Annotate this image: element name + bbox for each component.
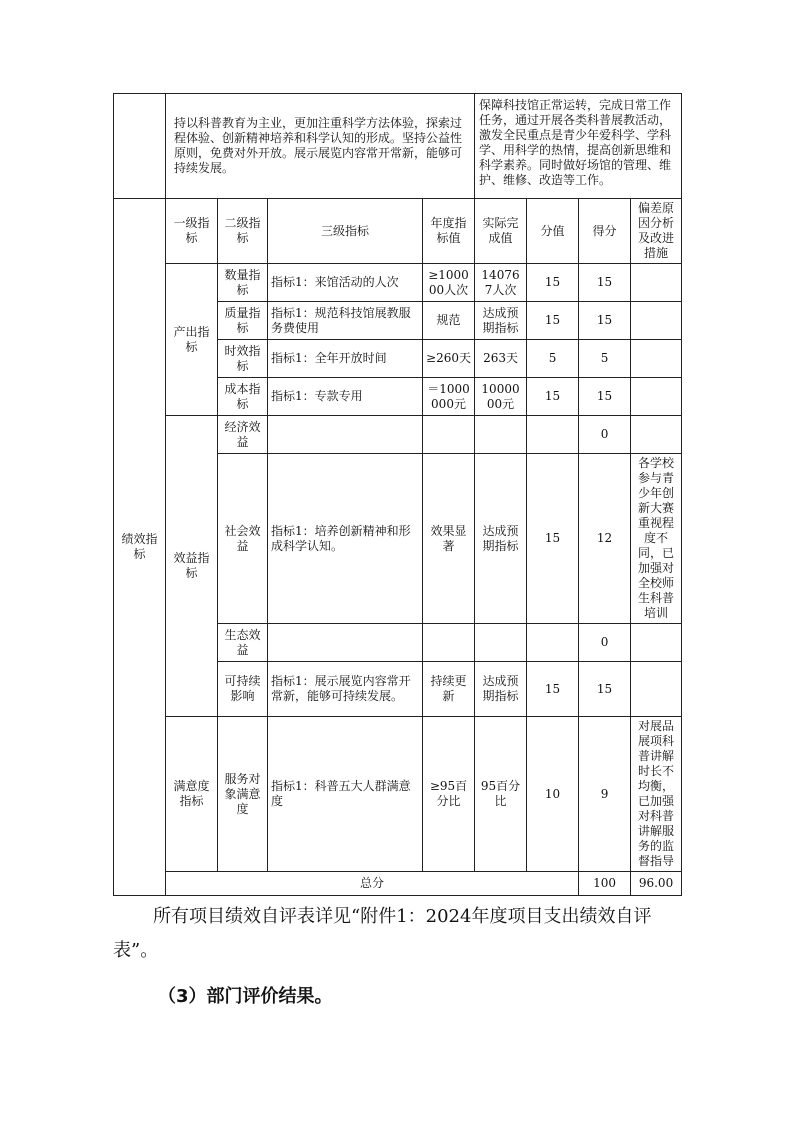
cell-level3: 指标1：科普五大人群满意度 [268,717,423,872]
cell-annual [423,416,475,454]
cell-level2: 数量指标 [218,264,268,302]
side-label-performance: 绩效指标 [114,199,166,896]
cell-level2: 社会效益 [218,454,268,624]
intro-blank-cell [114,94,166,199]
cell-annual [423,624,475,662]
cell-deviation: 各学校参与青少年创新大赛重视程度不同，已加强对全校师生科普培训 [631,454,682,624]
cell-level2: 可持续影响 [218,662,268,717]
cell-deviation [631,662,682,717]
intro-row [114,94,682,199]
cell-value: 15 [527,302,579,340]
cell-value: 5 [527,340,579,378]
cell-level3: 指标1：展示展览内容常开常新，能够可持续发展。 [268,662,423,717]
header-row [114,199,682,264]
cell-score: 9 [579,717,631,872]
cell-actual: 1000000元 [475,378,527,416]
cell-annual: 效果显著 [423,454,475,624]
cell-score: 15 [579,378,631,416]
cell-annual: ＝1000000元 [423,378,475,416]
cell-level2: 时效指标 [218,340,268,378]
cell-score: 0 [579,416,631,454]
header-level3: 三级指标 [268,199,423,264]
cell-score: 15 [579,302,631,340]
group-output: 产出指标 [166,264,218,416]
cell-value [527,624,579,662]
cell-score: 15 [579,662,631,717]
group-satisfaction: 满意度指标 [166,717,218,872]
total-label: 总分 [166,872,579,896]
cell-deviation [631,416,682,454]
cell-level2: 成本指标 [218,378,268,416]
cell-level3: 指标1：专款专用 [268,378,423,416]
cell-deviation [631,378,682,416]
table-row [114,416,682,454]
cell-annual: ≥95百分比 [423,717,475,872]
cell-deviation [631,624,682,662]
cell-deviation [631,264,682,302]
performance-table [113,93,682,896]
cell-score: 0 [579,624,631,662]
table-row [114,264,682,302]
cell-value [527,416,579,454]
cell-level3: 指标1：来馆活动的人次 [268,264,423,302]
cell-actual [475,624,527,662]
cell-annual: 持续更新 [423,662,475,717]
table-row [114,717,682,872]
cell-value: 15 [527,264,579,302]
cell-actual [475,416,527,454]
cell-value: 15 [527,454,579,624]
header-score-got: 得分 [579,199,631,264]
cell-annual: 规范 [423,302,475,340]
cell-score: 5 [579,340,631,378]
cell-level3: 指标1：全年开放时间 [268,340,423,378]
cell-value: 15 [527,378,579,416]
cell-level3 [268,416,423,454]
header-level1: 一级指标 [166,199,218,264]
cell-annual: ≥100000人次 [423,264,475,302]
total-value: 100 [579,872,631,896]
cell-level3 [268,624,423,662]
cell-level3: 指标1：规范科技馆展教服务费使用 [268,302,423,340]
section-heading-department-evaluation: （3）部门评价结果。 [158,986,333,1007]
cell-value: 15 [527,662,579,717]
target-text: 持以科普教育为主业，更加注重科学方法体验，探索过程体验、创新精神培养和科学认知的形成。坚持公益性原则，免费对外开放。展示展览内容常开常新，能够可持续发展。 [166,94,475,199]
header-annual: 年度指标值 [423,199,475,264]
cell-actual: 达成预期指标 [475,662,527,717]
cell-level2: 服务对象满意度 [218,717,268,872]
header-score-value: 分值 [527,199,579,264]
cell-actual: 263天 [475,340,527,378]
cell-level2: 生态效益 [218,624,268,662]
total-row [114,872,682,896]
header-deviation: 偏差原因分析及改进措施 [631,199,682,264]
cell-annual: ≥260天 [423,340,475,378]
group-benefit: 效益指标 [166,416,218,717]
cell-score: 12 [579,454,631,624]
cell-level3: 指标1：培养创新精神和形成科学认知。 [268,454,423,624]
cell-actual: 达成预期指标 [475,302,527,340]
cell-value: 10 [527,717,579,872]
cell-deviation [631,302,682,340]
cell-score: 15 [579,264,631,302]
cell-level2: 质量指标 [218,302,268,340]
cell-deviation [631,340,682,378]
attachment-reference-paragraph: 所有项目绩效自评表详见“附件1：2024年度项目支出绩效自评表”。 [113,906,652,961]
cell-actual: 达成预期指标 [475,454,527,624]
cell-level2: 经济效益 [218,416,268,454]
cell-actual: 140767人次 [475,264,527,302]
header-level2: 二级指标 [218,199,268,264]
total-score: 96.00 [631,872,682,896]
completion-text: 保障科技馆正常运转，完成日常工作任务，通过开展各类科普展教活动，激发全民重点是青少年爱科学、学科学、用科学的热情，提高创新思维和科学素养。同时做好场馆的管理、维护、维修、改造等工作。 [475,94,682,199]
header-actual: 实际完成值 [475,199,527,264]
cell-deviation: 对展品展项科普讲解时长不均衡，已加强对科普讲解服务的监督指导 [631,717,682,872]
cell-actual: 95百分比 [475,717,527,872]
